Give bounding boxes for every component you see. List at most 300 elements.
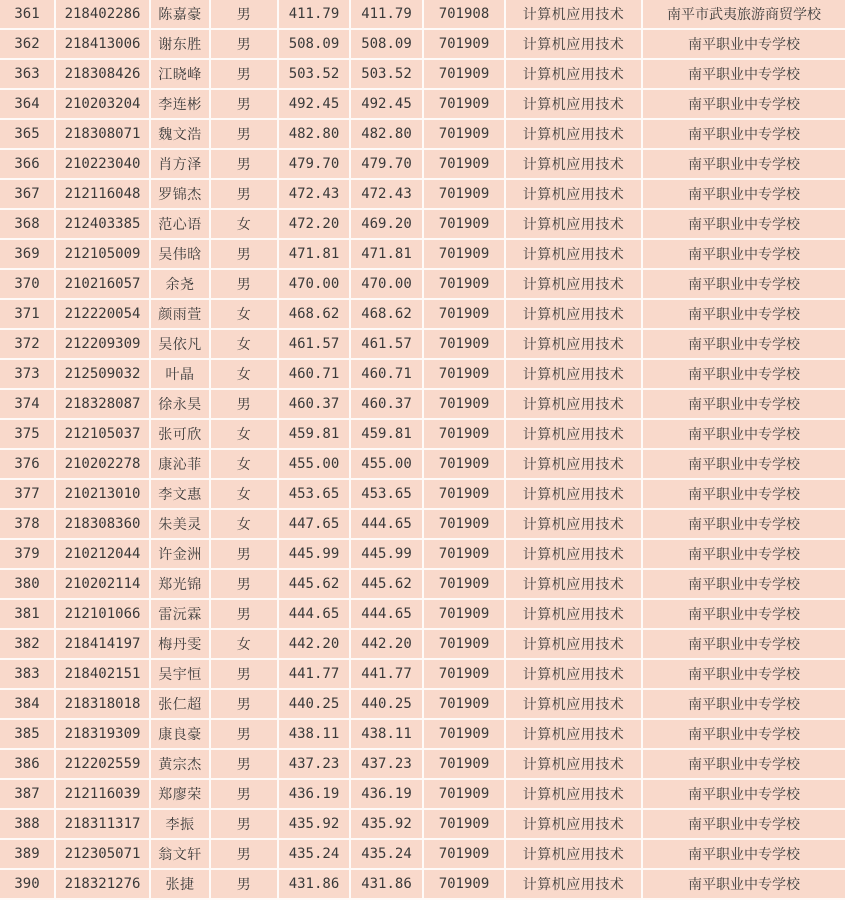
cell-school[interactable]: 南平职业中专学校 <box>642 839 845 869</box>
cell-seq[interactable]: 371 <box>0 299 55 329</box>
cell-school[interactable]: 南平职业中专学校 <box>642 719 845 749</box>
cell-score-2[interactable]: 482.80 <box>350 119 423 149</box>
cell-gender[interactable]: 女 <box>210 629 278 659</box>
cell-school[interactable]: 南平职业中专学校 <box>642 89 845 119</box>
cell-name[interactable]: 江晓峰 <box>150 59 210 89</box>
cell-name[interactable]: 雷沅霖 <box>150 599 210 629</box>
cell-score-2[interactable]: 472.43 <box>350 179 423 209</box>
cell-major[interactable]: 计算机应用技术 <box>505 389 642 419</box>
cell-name[interactable]: 郑廖荣 <box>150 779 210 809</box>
cell-major-code[interactable]: 701909 <box>423 389 505 419</box>
cell-seq[interactable]: 387 <box>0 779 55 809</box>
cell-score-2[interactable]: 461.57 <box>350 329 423 359</box>
cell-school[interactable]: 南平职业中专学校 <box>642 749 845 779</box>
cell-seq[interactable]: 389 <box>0 839 55 869</box>
cell-school[interactable]: 南平职业中专学校 <box>642 779 845 809</box>
cell-exam-id[interactable]: 212305071 <box>55 839 150 869</box>
cell-major[interactable]: 计算机应用技术 <box>505 89 642 119</box>
cell-score-2[interactable]: 459.81 <box>350 419 423 449</box>
cell-seq[interactable]: 377 <box>0 479 55 509</box>
cell-major[interactable]: 计算机应用技术 <box>505 479 642 509</box>
cell-major[interactable]: 计算机应用技术 <box>505 449 642 479</box>
cell-major-code[interactable]: 701909 <box>423 599 505 629</box>
cell-major-code[interactable]: 701909 <box>423 89 505 119</box>
cell-name[interactable]: 康沁菲 <box>150 449 210 479</box>
cell-major[interactable]: 计算机应用技术 <box>505 869 642 899</box>
cell-name[interactable]: 罗锦杰 <box>150 179 210 209</box>
cell-score-1[interactable]: 461.57 <box>278 329 350 359</box>
table-row <box>0 569 845 599</box>
cell-gender[interactable]: 男 <box>210 719 278 749</box>
cell-score-1[interactable]: 431.86 <box>278 869 350 899</box>
cell-major-code[interactable]: 701909 <box>423 629 505 659</box>
cell-major[interactable]: 计算机应用技术 <box>505 209 642 239</box>
cell-name[interactable]: 张可欣 <box>150 419 210 449</box>
cell-major-code[interactable]: 701908 <box>423 0 505 29</box>
cell-score-1[interactable]: 437.23 <box>278 749 350 779</box>
cell-score-1[interactable]: 445.62 <box>278 569 350 599</box>
cell-school[interactable]: 南平职业中专学校 <box>642 299 845 329</box>
cell-exam-id[interactable]: 212116048 <box>55 179 150 209</box>
cell-school[interactable]: 南平职业中专学校 <box>642 539 845 569</box>
cell-score-1[interactable]: 460.37 <box>278 389 350 419</box>
cell-major-code[interactable]: 701909 <box>423 869 505 899</box>
cell-major[interactable]: 计算机应用技术 <box>505 0 642 29</box>
cell-major[interactable]: 计算机应用技术 <box>505 839 642 869</box>
cell-score-2[interactable]: 444.65 <box>350 599 423 629</box>
cell-gender[interactable]: 女 <box>210 299 278 329</box>
cell-score-2[interactable]: 431.86 <box>350 869 423 899</box>
cell-seq[interactable]: 378 <box>0 509 55 539</box>
cell-exam-id[interactable]: 210213010 <box>55 479 150 509</box>
cell-major[interactable]: 计算机应用技术 <box>505 509 642 539</box>
cell-exam-id[interactable]: 218308360 <box>55 509 150 539</box>
cell-major-code[interactable]: 701909 <box>423 719 505 749</box>
cell-major-code[interactable]: 701909 <box>423 329 505 359</box>
cell-seq[interactable]: 383 <box>0 659 55 689</box>
cell-name[interactable]: 吴伟晗 <box>150 239 210 269</box>
cell-score-2[interactable]: 437.23 <box>350 749 423 779</box>
cell-name[interactable]: 朱美灵 <box>150 509 210 539</box>
cell-gender[interactable]: 男 <box>210 29 278 59</box>
cell-score-1[interactable]: 435.24 <box>278 839 350 869</box>
cell-major[interactable]: 计算机应用技术 <box>505 569 642 599</box>
cell-gender[interactable]: 男 <box>210 779 278 809</box>
cell-school[interactable]: 南平市武夷旅游商贸学校 <box>642 0 845 29</box>
cell-exam-id[interactable]: 218402151 <box>55 659 150 689</box>
cell-exam-id[interactable]: 212105009 <box>55 239 150 269</box>
cell-school[interactable]: 南平职业中专学校 <box>642 239 845 269</box>
cell-score-2[interactable]: 453.65 <box>350 479 423 509</box>
cell-gender[interactable]: 男 <box>210 749 278 779</box>
cell-gender[interactable]: 女 <box>210 419 278 449</box>
cell-major-code[interactable]: 701909 <box>423 479 505 509</box>
cell-exam-id[interactable]: 218328087 <box>55 389 150 419</box>
cell-name[interactable]: 李振 <box>150 809 210 839</box>
cell-seq[interactable]: 367 <box>0 179 55 209</box>
cell-score-1[interactable]: 459.81 <box>278 419 350 449</box>
cell-school[interactable]: 南平职业中专学校 <box>642 149 845 179</box>
cell-seq[interactable]: 368 <box>0 209 55 239</box>
cell-major-code[interactable]: 701909 <box>423 179 505 209</box>
table-row <box>0 119 845 149</box>
cell-score-2[interactable]: 438.11 <box>350 719 423 749</box>
cell-major-code[interactable]: 701909 <box>423 839 505 869</box>
cell-major[interactable]: 计算机应用技术 <box>505 719 642 749</box>
cell-seq[interactable]: 379 <box>0 539 55 569</box>
cell-name[interactable]: 翁文轩 <box>150 839 210 869</box>
cell-score-1[interactable]: 440.25 <box>278 689 350 719</box>
cell-seq[interactable]: 388 <box>0 809 55 839</box>
cell-gender[interactable]: 男 <box>210 59 278 89</box>
table-row <box>0 719 845 749</box>
cell-score-2[interactable]: 460.37 <box>350 389 423 419</box>
cell-school[interactable]: 南平职业中专学校 <box>642 359 845 389</box>
table-row <box>0 29 845 59</box>
cell-school[interactable]: 南平职业中专学校 <box>642 599 845 629</box>
cell-seq[interactable]: 372 <box>0 329 55 359</box>
cell-score-1[interactable]: 445.99 <box>278 539 350 569</box>
cell-score-2[interactable]: 455.00 <box>350 449 423 479</box>
cell-gender[interactable]: 男 <box>210 599 278 629</box>
cell-score-2[interactable]: 435.24 <box>350 839 423 869</box>
cell-gender[interactable]: 男 <box>210 149 278 179</box>
table-row <box>0 749 845 779</box>
cell-major-code[interactable]: 701909 <box>423 659 505 689</box>
cell-major[interactable]: 计算机应用技术 <box>505 749 642 779</box>
table-row <box>0 299 845 329</box>
cell-major[interactable]: 计算机应用技术 <box>505 179 642 209</box>
cell-major-code[interactable]: 701909 <box>423 29 505 59</box>
cell-score-1[interactable]: 508.09 <box>278 29 350 59</box>
cell-name[interactable]: 李文惠 <box>150 479 210 509</box>
cell-name[interactable]: 吴宇恒 <box>150 659 210 689</box>
cell-score-2[interactable]: 435.92 <box>350 809 423 839</box>
cell-school[interactable]: 南平职业中专学校 <box>642 269 845 299</box>
cell-school[interactable]: 南平职业中专学校 <box>642 509 845 539</box>
cell-major-code[interactable]: 701909 <box>423 299 505 329</box>
cell-major[interactable]: 计算机应用技术 <box>505 539 642 569</box>
cell-school[interactable]: 南平职业中专学校 <box>642 389 845 419</box>
table-row <box>0 479 845 509</box>
cell-name[interactable]: 康良豪 <box>150 719 210 749</box>
cell-name[interactable]: 张仁超 <box>150 689 210 719</box>
cell-major[interactable]: 计算机应用技术 <box>505 809 642 839</box>
cell-major-code[interactable]: 701909 <box>423 809 505 839</box>
cell-name[interactable]: 颜雨萱 <box>150 299 210 329</box>
cell-score-2[interactable]: 445.62 <box>350 569 423 599</box>
cell-major-code[interactable]: 701909 <box>423 209 505 239</box>
table-row <box>0 179 845 209</box>
table-row <box>0 659 845 689</box>
cell-exam-id[interactable]: 212202559 <box>55 749 150 779</box>
cell-seq[interactable]: 374 <box>0 389 55 419</box>
cell-score-2[interactable]: 471.81 <box>350 239 423 269</box>
cell-exam-id[interactable]: 218311317 <box>55 809 150 839</box>
table-row <box>0 869 845 899</box>
cell-major[interactable]: 计算机应用技术 <box>505 329 642 359</box>
cell-name[interactable]: 郑光锦 <box>150 569 210 599</box>
cell-major-code[interactable]: 701909 <box>423 449 505 479</box>
cell-score-2[interactable]: 460.71 <box>350 359 423 389</box>
cell-score-1[interactable]: 441.77 <box>278 659 350 689</box>
cell-score-2[interactable]: 492.45 <box>350 89 423 119</box>
cell-gender[interactable]: 男 <box>210 539 278 569</box>
cell-score-2[interactable]: 470.00 <box>350 269 423 299</box>
cell-gender[interactable]: 男 <box>210 689 278 719</box>
cell-exam-id[interactable]: 218414197 <box>55 629 150 659</box>
cell-major[interactable]: 计算机应用技术 <box>505 29 642 59</box>
cell-gender[interactable]: 女 <box>210 359 278 389</box>
cell-score-1[interactable]: 468.62 <box>278 299 350 329</box>
cell-school[interactable]: 南平职业中专学校 <box>642 569 845 599</box>
table-row <box>0 0 845 29</box>
cell-score-2[interactable]: 468.62 <box>350 299 423 329</box>
cell-name[interactable]: 黄宗杰 <box>150 749 210 779</box>
cell-major-code[interactable]: 701909 <box>423 689 505 719</box>
table-row <box>0 419 845 449</box>
cell-school[interactable]: 南平职业中专学校 <box>642 629 845 659</box>
cell-major[interactable]: 计算机应用技术 <box>505 359 642 389</box>
cell-exam-id[interactable]: 218308426 <box>55 59 150 89</box>
table-row <box>0 779 845 809</box>
table-row <box>0 809 845 839</box>
cell-name[interactable]: 徐永昊 <box>150 389 210 419</box>
cell-seq[interactable]: 386 <box>0 749 55 779</box>
cell-name[interactable]: 肖方泽 <box>150 149 210 179</box>
cell-score-2[interactable]: 444.65 <box>350 509 423 539</box>
cell-score-1[interactable]: 453.65 <box>278 479 350 509</box>
cell-score-1[interactable]: 442.20 <box>278 629 350 659</box>
cell-exam-id[interactable]: 212116039 <box>55 779 150 809</box>
cell-major-code[interactable]: 701909 <box>423 119 505 149</box>
table-row <box>0 269 845 299</box>
cell-score-1[interactable]: 447.65 <box>278 509 350 539</box>
cell-score-1[interactable]: 503.52 <box>278 59 350 89</box>
cell-exam-id[interactable]: 218321276 <box>55 869 150 899</box>
cell-seq[interactable]: 373 <box>0 359 55 389</box>
cell-seq[interactable]: 375 <box>0 419 55 449</box>
cell-seq[interactable]: 365 <box>0 119 55 149</box>
cell-gender[interactable]: 男 <box>210 119 278 149</box>
cell-major-code[interactable]: 701909 <box>423 539 505 569</box>
cell-seq[interactable]: 385 <box>0 719 55 749</box>
table-row <box>0 89 845 119</box>
cell-score-2[interactable]: 503.52 <box>350 59 423 89</box>
cell-major-code[interactable]: 701909 <box>423 419 505 449</box>
cell-major-code[interactable]: 701909 <box>423 749 505 779</box>
cell-gender[interactable]: 男 <box>210 389 278 419</box>
cell-major-code[interactable]: 701909 <box>423 59 505 89</box>
cell-name[interactable]: 梅丹雯 <box>150 629 210 659</box>
cell-name[interactable]: 魏文浩 <box>150 119 210 149</box>
cell-score-1[interactable]: 444.65 <box>278 599 350 629</box>
cell-major-code[interactable]: 701909 <box>423 359 505 389</box>
cell-gender[interactable]: 男 <box>210 179 278 209</box>
cell-score-1[interactable]: 492.45 <box>278 89 350 119</box>
cell-seq[interactable]: 369 <box>0 239 55 269</box>
cell-seq[interactable]: 390 <box>0 869 55 899</box>
table-row <box>0 359 845 389</box>
cell-gender[interactable]: 男 <box>210 569 278 599</box>
cell-seq[interactable]: 381 <box>0 599 55 629</box>
cell-exam-id[interactable]: 212403385 <box>55 209 150 239</box>
cell-score-2[interactable]: 411.79 <box>350 0 423 29</box>
cell-score-1[interactable]: 436.19 <box>278 779 350 809</box>
cell-name[interactable]: 张捷 <box>150 869 210 899</box>
cell-major[interactable]: 计算机应用技术 <box>505 239 642 269</box>
cell-gender[interactable]: 男 <box>210 869 278 899</box>
cell-exam-id[interactable]: 210216057 <box>55 269 150 299</box>
cell-gender[interactable]: 女 <box>210 449 278 479</box>
table-row <box>0 329 845 359</box>
cell-score-1[interactable]: 411.79 <box>278 0 350 29</box>
cell-exam-id[interactable]: 210212044 <box>55 539 150 569</box>
cell-gender[interactable]: 女 <box>210 479 278 509</box>
cell-name[interactable]: 范心语 <box>150 209 210 239</box>
cell-exam-id[interactable]: 210202114 <box>55 569 150 599</box>
cell-exam-id[interactable]: 218402286 <box>55 0 150 29</box>
cell-gender[interactable]: 女 <box>210 329 278 359</box>
cell-major-code[interactable]: 701909 <box>423 509 505 539</box>
cell-name[interactable]: 余尧 <box>150 269 210 299</box>
cell-seq[interactable]: 384 <box>0 689 55 719</box>
cell-exam-id[interactable]: 218413006 <box>55 29 150 59</box>
cell-major-code[interactable]: 701909 <box>423 149 505 179</box>
cell-school[interactable]: 南平职业中专学校 <box>642 119 845 149</box>
cell-gender[interactable]: 男 <box>210 809 278 839</box>
cell-school[interactable]: 南平职业中专学校 <box>642 179 845 209</box>
cell-exam-id[interactable]: 212105037 <box>55 419 150 449</box>
cell-exam-id[interactable]: 218318018 <box>55 689 150 719</box>
cell-score-2[interactable]: 469.20 <box>350 209 423 239</box>
table-row <box>0 149 845 179</box>
cell-gender[interactable]: 男 <box>210 89 278 119</box>
cell-school[interactable]: 南平职业中专学校 <box>642 659 845 689</box>
cell-score-1[interactable]: 471.81 <box>278 239 350 269</box>
table-row <box>0 509 845 539</box>
table-row <box>0 209 845 239</box>
table-row <box>0 389 845 419</box>
cell-score-2[interactable]: 445.99 <box>350 539 423 569</box>
cell-score-2[interactable]: 440.25 <box>350 689 423 719</box>
cell-score-1[interactable]: 455.00 <box>278 449 350 479</box>
cell-seq[interactable]: 362 <box>0 29 55 59</box>
cell-seq[interactable]: 361 <box>0 0 55 29</box>
cell-seq[interactable]: 380 <box>0 569 55 599</box>
cell-major-code[interactable]: 701909 <box>423 779 505 809</box>
cell-score-1[interactable]: 472.20 <box>278 209 350 239</box>
cell-gender[interactable]: 男 <box>210 0 278 29</box>
cell-seq[interactable]: 382 <box>0 629 55 659</box>
cell-school[interactable]: 南平职业中专学校 <box>642 449 845 479</box>
cell-score-1[interactable]: 472.43 <box>278 179 350 209</box>
cell-major[interactable]: 计算机应用技术 <box>505 629 642 659</box>
cell-major-code[interactable]: 701909 <box>423 569 505 599</box>
cell-school[interactable]: 南平职业中专学校 <box>642 209 845 239</box>
cell-seq[interactable]: 364 <box>0 89 55 119</box>
cell-major[interactable]: 计算机应用技术 <box>505 149 642 179</box>
cell-score-1[interactable]: 438.11 <box>278 719 350 749</box>
cell-name[interactable]: 谢东胜 <box>150 29 210 59</box>
cell-seq[interactable]: 363 <box>0 59 55 89</box>
cell-school[interactable]: 南平职业中专学校 <box>642 29 845 59</box>
cell-major[interactable]: 计算机应用技术 <box>505 599 642 629</box>
cell-gender[interactable]: 男 <box>210 659 278 689</box>
cell-score-2[interactable]: 479.70 <box>350 149 423 179</box>
cell-major[interactable]: 计算机应用技术 <box>505 659 642 689</box>
cell-name[interactable]: 吴依凡 <box>150 329 210 359</box>
cell-major[interactable]: 计算机应用技术 <box>505 269 642 299</box>
cell-score-1[interactable]: 470.00 <box>278 269 350 299</box>
cell-score-1[interactable]: 482.80 <box>278 119 350 149</box>
cell-name[interactable]: 李连彬 <box>150 89 210 119</box>
cell-major[interactable]: 计算机应用技术 <box>505 299 642 329</box>
cell-exam-id[interactable]: 212101066 <box>55 599 150 629</box>
cell-seq[interactable]: 370 <box>0 269 55 299</box>
cell-school[interactable]: 南平职业中专学校 <box>642 809 845 839</box>
cell-school[interactable]: 南平职业中专学校 <box>642 329 845 359</box>
cell-exam-id[interactable]: 210203204 <box>55 89 150 119</box>
cell-score-2[interactable]: 508.09 <box>350 29 423 59</box>
cell-exam-id[interactable]: 210223040 <box>55 149 150 179</box>
cell-major-code[interactable]: 701909 <box>423 239 505 269</box>
cell-school[interactable]: 南平职业中专学校 <box>642 59 845 89</box>
cell-score-1[interactable]: 435.92 <box>278 809 350 839</box>
cell-score-1[interactable]: 460.71 <box>278 359 350 389</box>
cell-score-2[interactable]: 442.20 <box>350 629 423 659</box>
cell-score-1[interactable]: 479.70 <box>278 149 350 179</box>
cell-gender[interactable]: 女 <box>210 509 278 539</box>
cell-gender[interactable]: 女 <box>210 209 278 239</box>
table-row <box>0 539 845 569</box>
table-row <box>0 629 845 659</box>
cell-exam-id[interactable]: 212509032 <box>55 359 150 389</box>
cell-name[interactable]: 许金洲 <box>150 539 210 569</box>
cell-seq[interactable]: 366 <box>0 149 55 179</box>
cell-major[interactable]: 计算机应用技术 <box>505 59 642 89</box>
cell-exam-id[interactable]: 212220054 <box>55 299 150 329</box>
cell-school[interactable]: 南平职业中专学校 <box>642 869 845 899</box>
table-row <box>0 449 845 479</box>
cell-name[interactable]: 叶晶 <box>150 359 210 389</box>
cell-gender[interactable]: 男 <box>210 839 278 869</box>
cell-seq[interactable]: 376 <box>0 449 55 479</box>
table-row <box>0 599 845 629</box>
cell-exam-id[interactable]: 218319309 <box>55 719 150 749</box>
cell-score-2[interactable]: 436.19 <box>350 779 423 809</box>
cell-major[interactable]: 计算机应用技术 <box>505 689 642 719</box>
cell-gender[interactable]: 男 <box>210 269 278 299</box>
cell-exam-id[interactable]: 212209309 <box>55 329 150 359</box>
cell-major[interactable]: 计算机应用技术 <box>505 419 642 449</box>
cell-major-code[interactable]: 701909 <box>423 269 505 299</box>
table-row <box>0 239 845 269</box>
table-row <box>0 839 845 869</box>
cell-score-2[interactable]: 441.77 <box>350 659 423 689</box>
cell-school[interactable]: 南平职业中专学校 <box>642 689 845 719</box>
table-row <box>0 59 845 89</box>
cell-major[interactable]: 计算机应用技术 <box>505 779 642 809</box>
cell-school[interactable]: 南平职业中专学校 <box>642 419 845 449</box>
cell-exam-id[interactable]: 210202278 <box>55 449 150 479</box>
cell-name[interactable]: 陈嘉豪 <box>150 0 210 29</box>
cell-major[interactable]: 计算机应用技术 <box>505 119 642 149</box>
cell-school[interactable]: 南平职业中专学校 <box>642 479 845 509</box>
table-row <box>0 689 845 719</box>
cell-exam-id[interactable]: 218308071 <box>55 119 150 149</box>
cell-gender[interactable]: 男 <box>210 239 278 269</box>
